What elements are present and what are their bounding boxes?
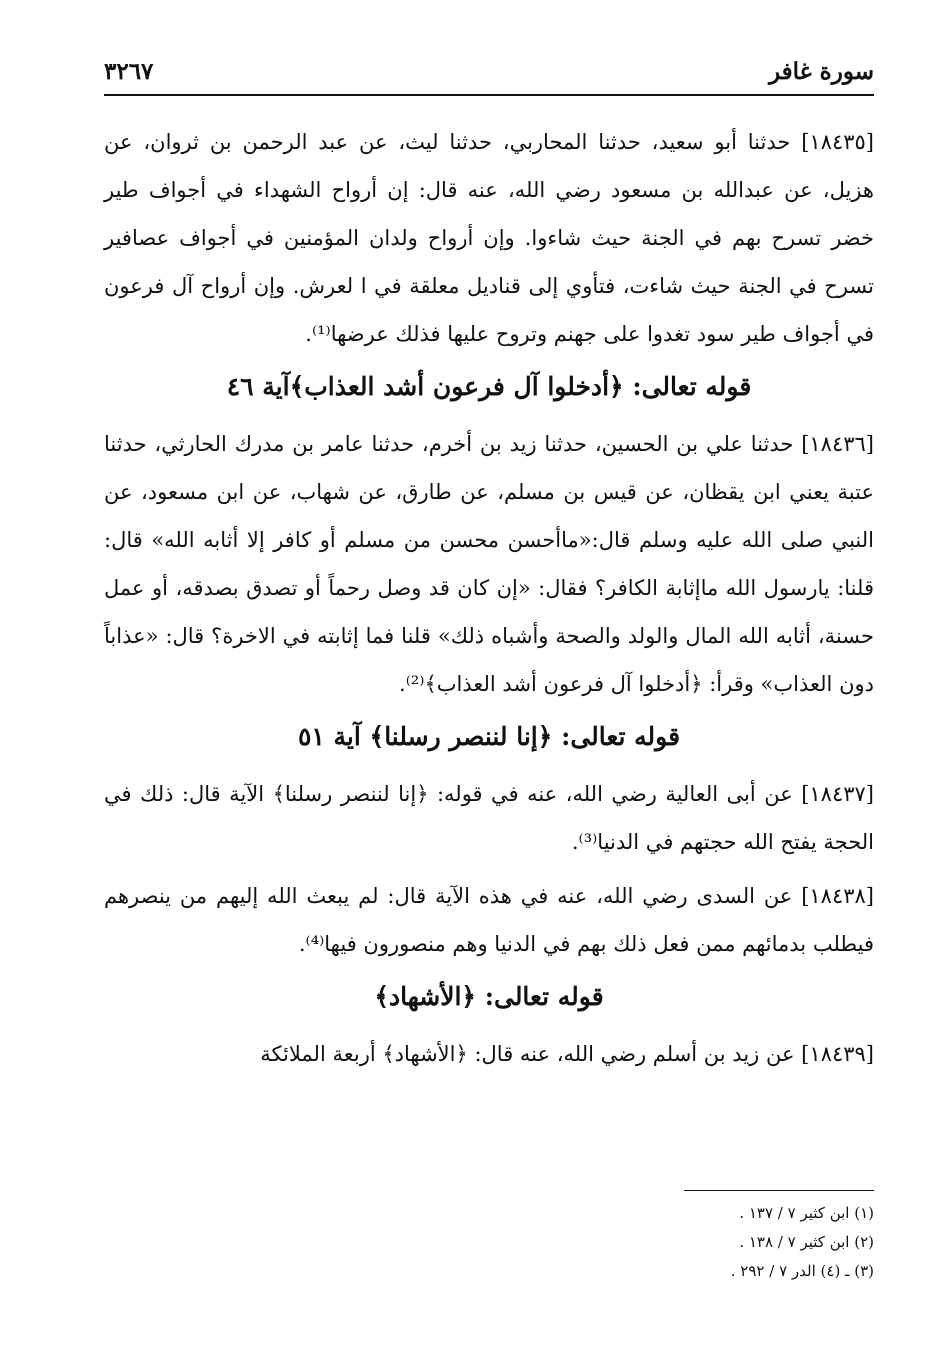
page-body [104, 118, 874, 1084]
narration-18437: [١٨٤٣٧] عن أبى العالية رضي الله، عنه في قوله: ﴿إنا لننصر رسلنا﴾ الآية قال: ذلك في الحجة يفتح الله حجتهم في الدنيا⁽³⁾. [104, 782, 874, 854]
section-heading-ayah-46: قوله تعالى: ﴿أدخلوا آل فرعون أشد العذاب﴾آية ٤٦ [226, 372, 752, 401]
section-heading-ashhad: قوله تعالى: ﴿الأشهاد﴾ [374, 982, 604, 1011]
footnote-1: (١) ابن كثير ٧ / ١٣٧ . [739, 1204, 874, 1222]
footnote-2: (٢) ابن كثير ٧ / ١٣٨ . [739, 1233, 874, 1251]
section-heading-ayah-51: قوله تعالى: ﴿إنا لننصر رسلنا﴾ آية ٥١ [297, 722, 681, 751]
page-header [104, 52, 874, 90]
footnote-divider [684, 1190, 874, 1191]
narration-18436: [١٨٤٣٦] حدثنا علي بن الحسين، حدثنا زيد بن أخرم، حدثنا عامر بن مدرك الحارثي، حدثنا عتبة يعني ابن يقظان، عن قيس بن مسلم، عن طارق، عن شهاب، عن ابن مسعود، عن النبي صلى الله عليه وسلم قال:«ماأحسن محسن من مسلم أو كافر إلا أثابه الله» قال: قلنا: يارسول الله ماإثابة الكافر؟ فقال: «إن كان قد وصل رحماً أو تصدق بصدقه، أو عمل حسنة، أثابه الله المال والولد والصحة وأشباه ذلك» قلنا فما إثابته في الاخرة؟ قال: «عذاباً دون العذاب» وقرأ: ﴿أدخلوا آل فرعون أشد العذاب﴾⁽²⁾. [104, 432, 874, 696]
footnotes [54, 1190, 874, 1286]
narration-18435: [١٨٤٣٥] حدثنا أبو سعيد، حدثنا المحاربي، حدثنا ليث، عن عبد الرحمن بن ثروان، عن هزيل، عن عبدالله بن مسعود رضي الله، عنه قال: إن أرواح الشهداء في أجواف طير خضر تسرح بهم في الجنة حيث شاءوا. وإن أرواح ولدان المؤمنين في أجواف عصافير تسرح في الجنة حيث شاءت، فتأوي إلى قناديل معلقة في ا لعرش. وإن أرواح آل فرعون في أجواف طير سود تغدوا على جهنم وتروح عليها فذلك عرضها⁽¹⁾. [104, 130, 874, 346]
narration-18439: [١٨٤٣٩] عن زيد بن أسلم رضي الله، عنه قال: ﴿الأشهاد﴾ أربعة الملائكة [260, 1042, 874, 1066]
footnote-3-4: (٣) ـ (٤) الدر ٧ / ٢٩٢ . [730, 1262, 874, 1280]
surah-title: سورة غافر [768, 57, 874, 85]
page-number: ٣٢٦٧ [104, 57, 154, 85]
narration-18438: [١٨٤٣٨] عن السدى رضي الله، عنه في هذه الآية قال: لم يبعث الله إليهم من ينصرهم فيطلب بدمائهم ممن فعل ذلك بهم في الدنيا وهم منصورون فيها⁽⁴⁾. [104, 884, 874, 956]
header-divider [104, 94, 874, 96]
